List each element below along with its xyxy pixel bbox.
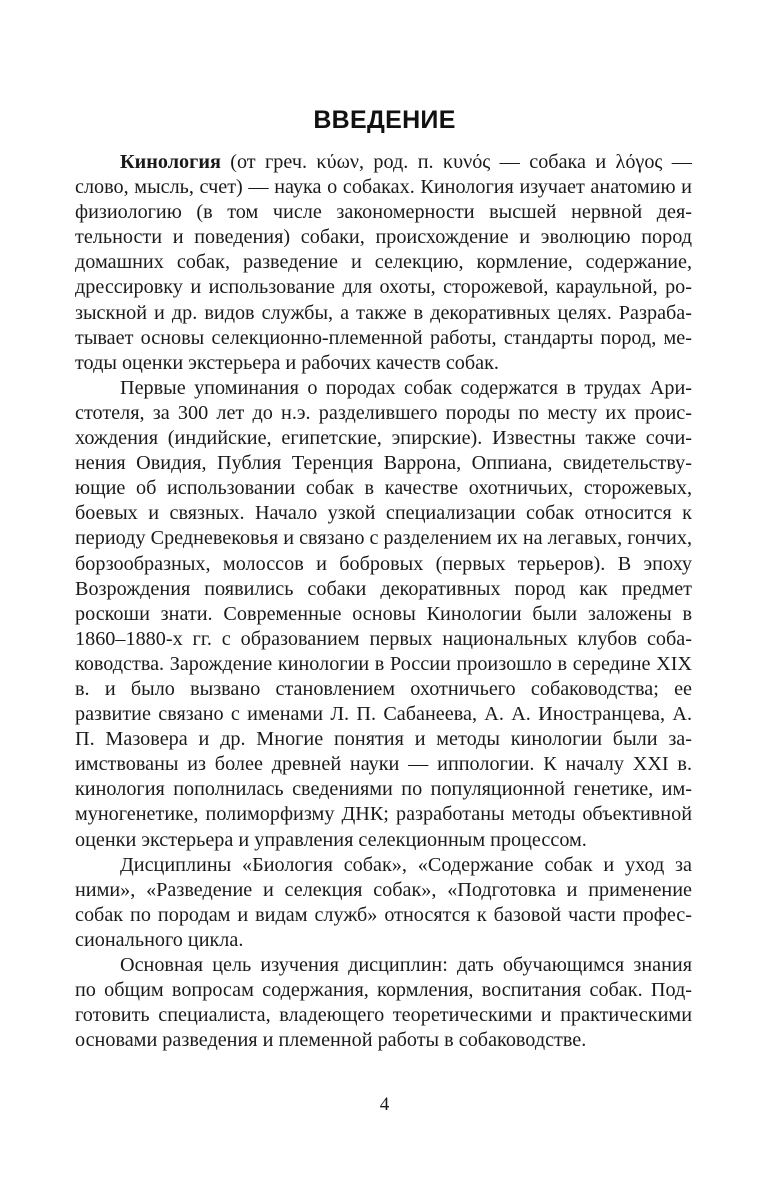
chapter-heading: ВВЕДЕНИЕ (313, 106, 456, 134)
paragraph-4: Основная цель изучения дисциплин: дать обучающимся знания по общим вопросам содержания, кормления, воспитания собак. Подготовить специалиста, владеющего теоретическими и практическими основами разведения и племенной работы в собаководстве. (75, 954, 692, 1052)
paragraph-1 (75, 150, 692, 376)
paragraph-1-text: (от греч. κύων, род. п. κυνός — собака и λόγος — слово, мысль, счет) — наука о собаках. Кинология изучает анатомию и физиологию (в том числе закономерности высшей нервной деятельности и поведения) собаки, происхождение и эволюцию пород домашних собак, разведение и селекцию, кормление, содержание, дрессировку и использование для охоты, сторожевой, караульной, розыскной и др. видов службы, а также в декоративных целях. Разрабатывает основы селекционно-племенной работы, стандарты пород, методы оценки экстерьера и рабочих качеств собак. (75, 151, 692, 374)
paragraph-2: Первые упоминания о породах собак содержатся в трудах Аристотеля, за 300 лет до н.э. разделившего породы по месту их происхождения (индийские, египетские, эпирские). Известны также сочинения Овидия, Публия Теренция Варрона, Оппиана, свидетельствующие об использовании собак в качестве охотничьих, сторожевых, боевых и связных. Начало узкой специализации собак относится к периоду Средневековья и связано с разделением их на легавых, гончих, борзообразных, молоссов и бобровых (первых терьеров). В эпоху Возрождения появились собаки декоративных пород как предмет роскоши знати. Современные основы Кинологии были заложены в 1860–1880-х гг. с образованием первых национальных клубов собаководства. Зарождение кинологии в России произошло в середине XIX в. и было вызвано становлением охотничьего собаководства; ее развитие связано с именами Л. П. Сабанеева, А. А. Иностранцева, А. П. Мазовера и др. Многие понятия и методы кинологии были заимствованы из более древней науки — иппологии. К началу XXI в. кинология пополнилась сведениями по популяционной генетике, иммуногенетике, полиморфизму ДНК; разработаны методы объективной оценки экстерьера и управления селекционным процессом. (75, 376, 692, 851)
term-kinology: Кинология (120, 151, 221, 173)
page-number: 4 (379, 1094, 390, 1115)
body-text (75, 150, 692, 1053)
paragraph-3: Дисциплины «Биология собак», «Содержание собак и уход за ними», «Разведение и селекция собак», «Подготовка и применение собак по породам и видам служб» относятся к базовой части профессионального цикла. (75, 853, 692, 951)
